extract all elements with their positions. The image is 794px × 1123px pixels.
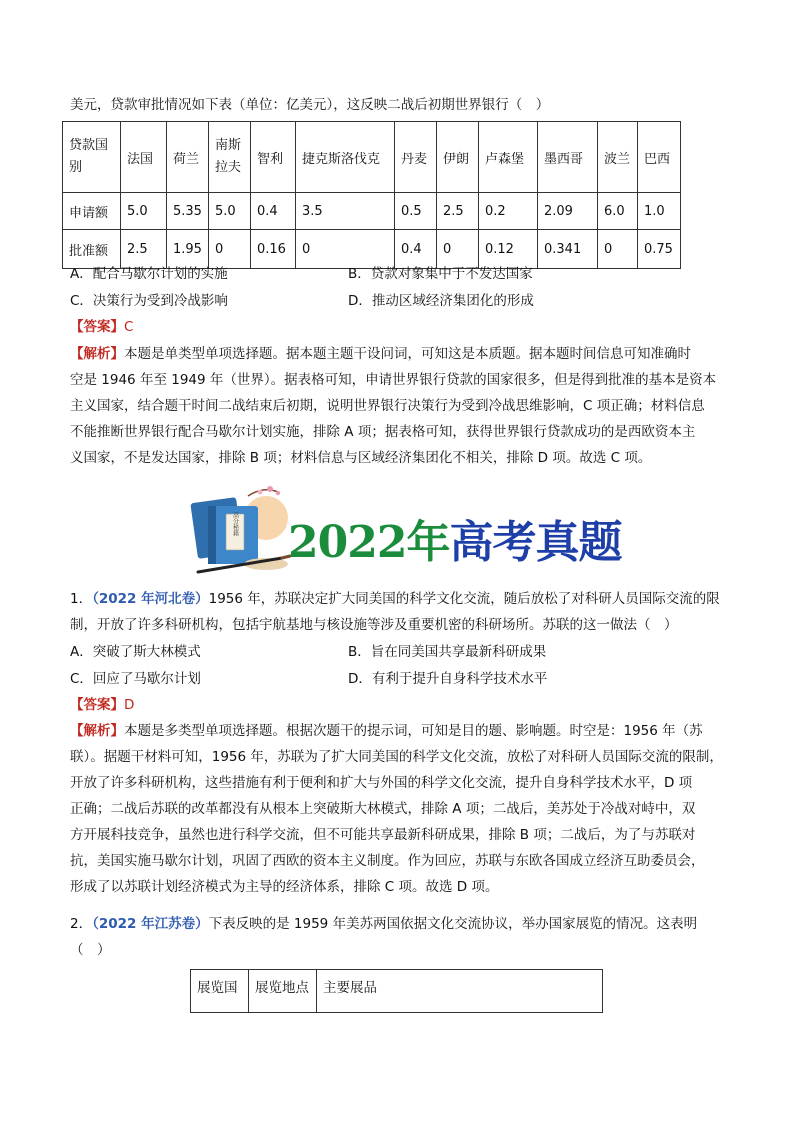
- q2-stem: [70, 911, 728, 963]
- loan-table-header-cell: 波兰: [598, 122, 638, 193]
- analysis-line: 联）。据题干材料可知，1956 年，苏联为了扩大同美国的科学文化交流，放松了对科研人员国际交流的限制，: [70, 749, 723, 765]
- answer-label: 【答案】: [70, 697, 124, 713]
- q0-option-c[interactable]: C．决策行为受到冷战影响: [70, 293, 228, 309]
- loan-table-cell: 批准额: [63, 230, 121, 269]
- loan-table-cell: 0: [209, 230, 251, 269]
- stem-line: 1956 年，苏联决定扩大同美国的科学文化交流，随后放松了对科研人员国际交流的限: [208, 591, 720, 607]
- loan-table-header-cell: 贷款国别: [63, 122, 121, 193]
- analysis-line: 正确；二战后苏联的改革都没有从根本上突破斯大林模式，排除 A 项；二战后，美苏处于冷战对峙中，双: [70, 801, 696, 817]
- loan-table-cell: 6.0: [598, 193, 638, 230]
- loan-table-cell: 0.16: [251, 230, 296, 269]
- loan-table-cell: 2.5: [437, 193, 479, 230]
- banner-title: [288, 506, 621, 570]
- q0-option-b[interactable]: B．贷款对象集中于不发达国家: [348, 266, 533, 282]
- loan-table-cell: 5.0: [209, 193, 251, 230]
- loan-table-header-cell: 荷兰: [167, 122, 209, 193]
- stem-line: 下表反映的是 1959 年美苏两国依据文化交流协议，举办国家展览的情况。这表明: [208, 916, 698, 932]
- q0-option-d[interactable]: D．推动区域经济集团化的形成: [348, 293, 534, 309]
- q1-options-row-2: [70, 668, 730, 690]
- analysis-line: 抗，美国实施马歇尔计划，巩固了西欧的资本主义制度。作为回应，苏联与东欧各国成立经济互助委员会，: [70, 853, 705, 869]
- exhibit-table-header-cell: 展览地点: [249, 970, 317, 1013]
- loan-table-cell: 5.0: [121, 193, 167, 230]
- analysis-label: 【解析】: [70, 723, 124, 739]
- loan-table-header-cell: 伊朗: [437, 122, 479, 193]
- question-number: 1．: [70, 591, 93, 607]
- loan-table-cell: 5.35: [167, 193, 209, 230]
- q0-options-row-1: [70, 263, 730, 285]
- stem-line: （ ）: [70, 942, 111, 958]
- analysis-line: 本题是单类型单项选择题。据本题主题干设问词，可知这是本质题。据本题时间信息可知准确时: [124, 346, 691, 362]
- loan-table-cell: 0.5: [395, 193, 437, 230]
- books-brush-icon: [178, 478, 298, 578]
- loan-table-cell: 2.5: [121, 230, 167, 269]
- q1-option-d[interactable]: D．有利于提升自身科学技术水平: [348, 671, 548, 687]
- analysis-line: 方开展科技竞争，虽然也进行科学交流，但不可能共享最新科研成果，排除 B 项；二战后，为了与苏联对: [70, 827, 696, 843]
- banner-year: 2022年: [288, 517, 450, 568]
- q1-options-row-1: [70, 641, 730, 663]
- loan-table-cell: 0.2: [479, 193, 538, 230]
- answer-value: D: [124, 697, 135, 713]
- analysis-line: 不能推断世界银行配合马歇尔计划实施，排除 A 项；据表格可知，获得世界银行贷款成功的是西欧资本主: [70, 424, 696, 440]
- q0-option-a[interactable]: A．配合马歇尔计划的实施: [70, 266, 228, 282]
- loan-table-cell: 0.4: [251, 193, 296, 230]
- loan-table-header-cell: 法国: [121, 122, 167, 193]
- loan-table-header-cell: 南斯拉夫: [209, 122, 251, 193]
- loan-table-header-cell: 墨西哥: [538, 122, 598, 193]
- loan-table-header-cell: 丹麦: [395, 122, 437, 193]
- analysis-label: 【解析】: [70, 346, 124, 362]
- loan-table-cell: 3.5: [296, 193, 395, 230]
- loan-table-row-applied: [63, 193, 681, 230]
- q0-options-row-2: [70, 290, 730, 312]
- q1-option-a[interactable]: A．突破了斯大林模式: [70, 644, 201, 660]
- q0-answer: [70, 317, 730, 337]
- loan-table-cell: 0.341: [538, 230, 598, 269]
- book-spine-text: 高分秘籍: [231, 512, 239, 536]
- loan-table-cell: 1.0: [638, 193, 681, 230]
- loan-table-cell: 0.75: [638, 230, 681, 269]
- exhibit-table: [190, 969, 603, 1013]
- loan-table-cell: 0.12: [479, 230, 538, 269]
- loan-table-header-cell: 智利: [251, 122, 296, 193]
- analysis-line: 本题是多类型单项选择题。根据次题干的提示词，可知是目的题、影响题。时空是：1956 年（苏: [124, 723, 703, 739]
- exhibit-table-header-row: [191, 970, 603, 1013]
- loan-table-header-cell: 巴西: [638, 122, 681, 193]
- loan-table-cell: 0: [296, 230, 395, 269]
- question-intro-line: 美元，贷款审批情况如下表（单位：亿美元），这反映二战后初期世界银行（ ）: [70, 97, 550, 113]
- question-source: （2022 年河北卷）: [92, 591, 209, 607]
- q1-answer: [70, 695, 730, 715]
- q1-stem: [70, 586, 728, 638]
- q0-analysis: [70, 341, 728, 471]
- exhibit-table-header-cell: 展览国: [191, 970, 249, 1013]
- q1-option-c[interactable]: C．回应了马歇尔计划: [70, 671, 201, 687]
- exhibit-table-header-cell: 主要展品: [317, 970, 603, 1013]
- loan-table-cell: 2.09: [538, 193, 598, 230]
- loan-table-header-cell: 卢森堡: [479, 122, 538, 193]
- answer-label: 【答案】: [70, 319, 124, 335]
- loan-table: [62, 121, 681, 269]
- q1-option-b[interactable]: B．旨在同美国共享最新科研成果: [348, 644, 547, 660]
- analysis-line: 开放了许多科研机构，这些措施有利于便利和扩大与外国的科学文化交流，提升自身科学技术水平，D 项: [70, 775, 693, 791]
- analysis-line: 义国家，不是发达国家，排除 B 项；材料信息与区域经济集团化不相关，排除 D 项。故选 C 项。: [70, 450, 652, 466]
- q1-analysis: [70, 718, 728, 900]
- analysis-line: 主义国家，结合题干时间二战结束后初期，说明世界银行决策行为受到冷战思维影响，C 项正确；材料信息: [70, 398, 705, 414]
- loan-table-cell: 0: [437, 230, 479, 269]
- loan-table-cell: 申请额: [63, 193, 121, 230]
- question-source: （2022 年江苏卷）: [92, 916, 209, 932]
- loan-table-cell: 1.95: [167, 230, 209, 269]
- banner-title-text: 高考真题: [449, 517, 622, 568]
- loan-table-cell: 0: [598, 230, 638, 269]
- loan-table-header-cell: 捷克斯洛伐克: [296, 122, 395, 193]
- analysis-line: 空是 1946 年至 1949 年（世界）。据表格可知，申请世界银行贷款的国家很多，但是得到批准的基本是资本: [70, 372, 717, 388]
- loan-table-header-row: [63, 122, 681, 193]
- stem-line: 制，开放了许多科研机构，包括宇航基地与核设施等涉及重要机密的科研场所。苏联的这一做法（ ）: [70, 617, 678, 633]
- answer-value: C: [124, 319, 134, 335]
- question-number: 2．: [70, 916, 93, 932]
- analysis-line: 形成了以苏联计划经济模式为主导的经济体系，排除 C 项。故选 D 项。: [70, 879, 499, 895]
- loan-table-cell: 0.4: [395, 230, 437, 269]
- section-banner: [178, 478, 628, 578]
